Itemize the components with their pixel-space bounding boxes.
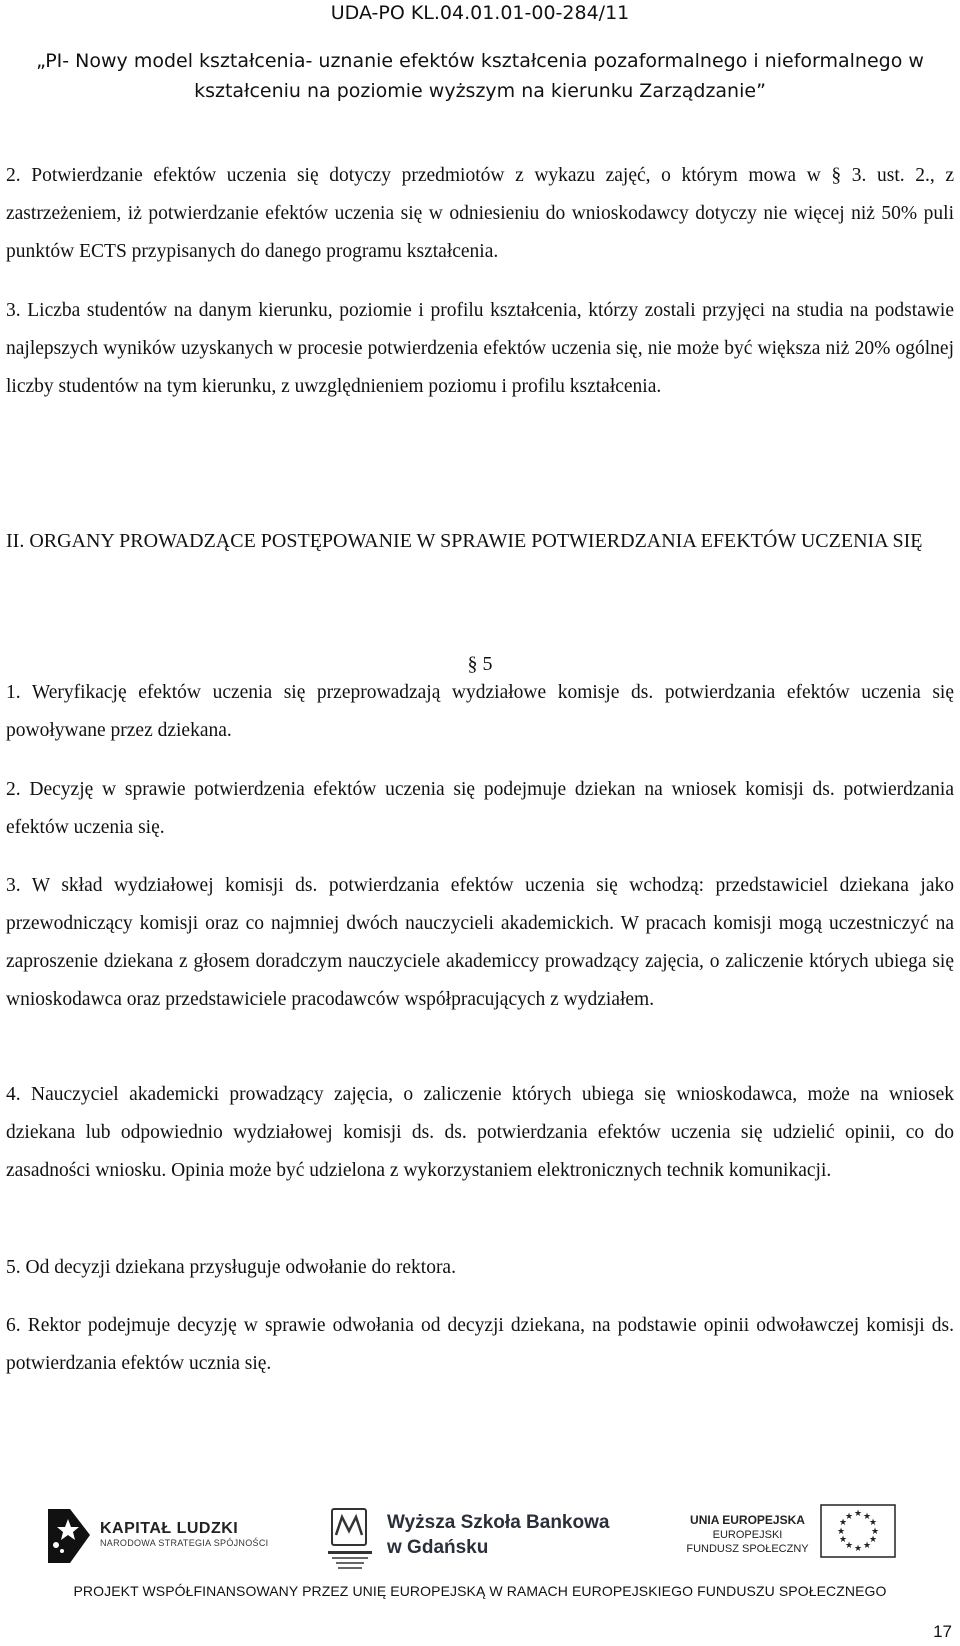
paragraph-2: 2. Potwierdzanie efektów uczenia się dotyczy przedmiotów z wykazu zajęć, o którym mowa w § 3. ust. 2., z zastrzeżeniem, iż potwierdzanie efektów uczenia się w odniesieniu do wnioskodawcy dotyczy nie więcej niż 50% puli punktów ECTS przypisanych do danego programu kształcenia. <box>6 165 954 262</box>
sponsor-logos <box>0 1500 960 1580</box>
page-number: 17 <box>933 1622 952 1641</box>
item-2: 2. Decyzję w sprawie potwierdzenia efektów uczenia się podejmuje dziekan na wniosek komisji ds. potwierdzania efektów uczenia się. <box>6 779 954 838</box>
item-3: 3. W skład wydziałowej komisji ds. potwierdzania efektów uczenia się wchodzą: przedstawiciel dziekana jako przewodniczący komisji oraz co najmniej dwóch nauczycieli akademickich. W pracach komisji mogą uczestniczyć na zaproszenie dziekana z głosem doradczym nauczyciele akademiccy prowadzący zajęcia, o zaliczenie których ubiega się wnioskodawca oraz przedstawiciele pracodawców współpracujących z wydziałem. <box>6 875 954 1010</box>
svg-text:★: ★ <box>870 1527 880 1537</box>
svg-text:★: ★ <box>862 1512 872 1522</box>
svg-text:★: ★ <box>853 1509 863 1519</box>
project-title <box>0 46 960 106</box>
svg-text:★: ★ <box>836 1527 846 1537</box>
eu-line-2: EUROPEJSKI <box>712 1529 783 1541</box>
project-title-line-1: „PI- Nowy model kształcenia- uznanie efektów kształcenia pozaformalnego i nieformalnego w <box>36 50 924 72</box>
item-1: 1. Weryfikację efektów uczenia się przeprowadzają wydziałowe komisje ds. potwierdzania efektów uczenia się powoływane przez dziekana. <box>6 682 954 741</box>
paragraph-3: 3. Liczba studentów na danym kierunku, poziomie i profilu kształcenia, którzy zostali przyjęci na studia na podstawie najlepszych wyników uzyskanych w procesie potwierdzenia efektów uczenia się, nie może być większa niż 20% ogólnej liczby studentów na tym kierunku, z uwzględnieniem poziomu i profilu kształcenia. <box>6 300 954 397</box>
wsb-name <box>387 1510 609 1560</box>
svg-text:★: ★ <box>853 1544 863 1554</box>
document-code: UDA-PO KL.04.01.01-00-284/11 <box>330 2 630 24</box>
eu-flag-icon <box>820 1504 896 1558</box>
svg-text:★: ★ <box>844 1512 854 1522</box>
wsb-name-line-1: Wyższa Szkoła Bankowa <box>387 1512 610 1533</box>
kapital-ludzki-subtitle: NARODOWA STRATEGIA SPÓJNOŚCI <box>100 1538 269 1548</box>
svg-text:★: ★ <box>868 1518 878 1528</box>
wsb-name-line-2: w Gdańsku <box>387 1537 489 1558</box>
svg-text:★: ★ <box>862 1541 872 1551</box>
kapital-ludzki-logo-icon <box>40 1505 98 1567</box>
svg-text:★: ★ <box>838 1535 848 1545</box>
eu-text <box>680 1513 815 1556</box>
item-5: 5. Od decyzji dziekana przysługuje odwołanie do rektora. <box>6 1257 456 1278</box>
item-6: 6. Rektor podejmuje decyzję w sprawie odwołania od decyzji dziekana, na podstawie opinii odwoławczej komisji ds. potwierdzania efektów ucznia się. <box>6 1315 954 1374</box>
wsb-crest-icon <box>318 1505 378 1575</box>
svg-text:★: ★ <box>868 1535 878 1545</box>
section-symbol: § 5 <box>467 653 493 675</box>
section-heading: II. ORGANY PROWADZĄCE POSTĘPOWANIE W SPRAWIE POTWIERDZANIA EFEKTÓW UCZENIA SIĘ <box>6 530 923 552</box>
svg-text:★: ★ <box>838 1518 848 1528</box>
eu-line-3: FUNDUSZ SPOŁECZNY <box>686 1543 809 1555</box>
cofinancing-statement: PROJEKT WSPÓŁFINANSOWANY PRZEZ UNIĘ EUROPEJSKĄ W RAMACH EUROPEJSKIEGO FUNDUSZU SPOŁECZNEGO <box>73 1583 887 1599</box>
kapital-ludzki-text <box>100 1520 268 1548</box>
svg-text:★: ★ <box>844 1541 854 1551</box>
eu-line-1: UNIA EUROPEJSKA <box>690 1513 805 1527</box>
kapital-ludzki-title: KAPITAŁ LUDZKI <box>100 1520 239 1537</box>
project-title-line-2: kształceniu na poziomie wyższym na kierunku Zarządzanie” <box>194 80 766 102</box>
item-4: 4. Nauczyciel akademicki prowadzący zajęcia, o zaliczenie których ubiega się wnioskodawca, może na wniosek dziekana lub odpowiednio wydziałowej komisji ds. ds. potwierdzania efektów uczenia się udzielić opinii, co do zasadności wniosku. Opinia może być udzielona z wykorzystaniem elektronicznych technik komunikacji. <box>6 1084 954 1181</box>
